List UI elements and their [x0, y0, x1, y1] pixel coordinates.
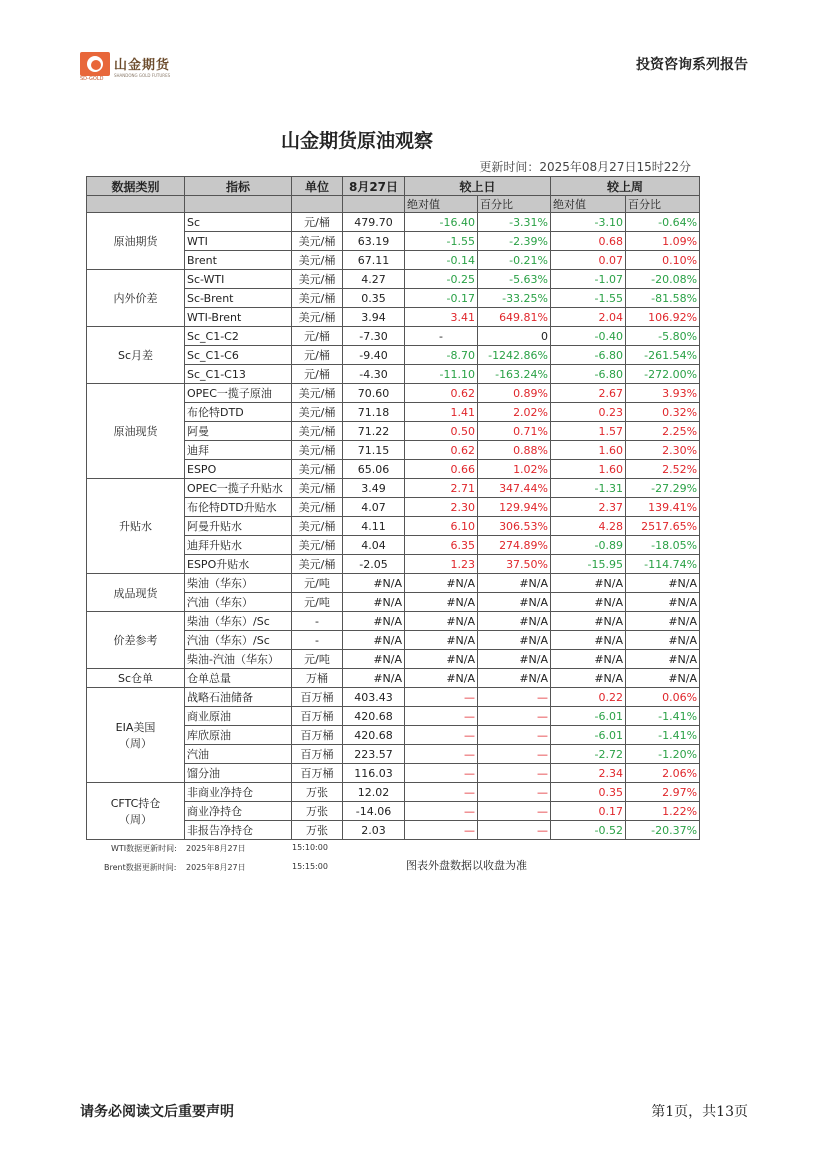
unit-cell: 百万桶 — [292, 764, 343, 783]
brent-update-label: Brent数据更新时间: — [104, 863, 177, 872]
value-cell: 70.60 — [343, 384, 405, 403]
day-pct-cell: — — [478, 821, 551, 840]
day-pct-cell: #N/A — [478, 631, 551, 650]
category-cell: 价差参考 — [87, 612, 185, 669]
unit-cell: 美元/桶 — [292, 498, 343, 517]
value-cell: #N/A — [343, 669, 405, 688]
indicator-cell: 馏分油 — [185, 764, 292, 783]
day-abs-cell: — — [405, 764, 478, 783]
week-pct-cell: -1.41% — [626, 726, 700, 745]
week-pct-cell: 0.10% — [626, 251, 700, 270]
value-cell: 223.57 — [343, 745, 405, 764]
table-row — [87, 688, 700, 707]
unit-cell: 百万桶 — [292, 688, 343, 707]
header-unit: 单位 — [292, 177, 343, 196]
week-abs-cell: #N/A — [551, 631, 626, 650]
value-cell: -7.30 — [343, 327, 405, 346]
week-abs-cell: 2.34 — [551, 764, 626, 783]
week-abs-cell: -1.31 — [551, 479, 626, 498]
week-abs-cell: 1.57 — [551, 422, 626, 441]
week-abs-cell: 2.37 — [551, 498, 626, 517]
category-cell: Sc仓单 — [87, 669, 185, 688]
day-pct-cell: -0.21% — [478, 251, 551, 270]
day-abs-cell: 6.35 — [405, 536, 478, 555]
week-abs-cell: -15.95 — [551, 555, 626, 574]
value-cell: -4.30 — [343, 365, 405, 384]
day-pct-cell: -163.24% — [478, 365, 551, 384]
day-pct-cell: -1242.86% — [478, 346, 551, 365]
indicator-cell: 阿曼升贴水 — [185, 517, 292, 536]
week-pct-cell: 2.52% — [626, 460, 700, 479]
value-cell: 71.15 — [343, 441, 405, 460]
unit-cell: 百万桶 — [292, 707, 343, 726]
day-abs-cell: 1.41 — [405, 403, 478, 422]
logo-english: SHANDONG GOLD FUTURES — [114, 73, 171, 78]
indicator-cell: Sc_C1-C13 — [185, 365, 292, 384]
value-cell: #N/A — [343, 574, 405, 593]
day-abs-cell: -1.55 — [405, 232, 478, 251]
day-pct-cell: 129.94% — [478, 498, 551, 517]
day-pct-cell: — — [478, 802, 551, 821]
table-row — [87, 327, 700, 346]
day-abs-cell: 0.62 — [405, 441, 478, 460]
day-pct-cell: -3.31% — [478, 213, 551, 232]
indicator-cell: Sc_C1-C6 — [185, 346, 292, 365]
day-pct-cell: 0 — [478, 327, 551, 346]
day-pct-cell: 2.02% — [478, 403, 551, 422]
week-abs-cell: 1.60 — [551, 460, 626, 479]
sub-week-abs: 绝对值 — [551, 196, 626, 213]
week-abs-cell: -6.01 — [551, 707, 626, 726]
week-pct-cell: -261.54% — [626, 346, 700, 365]
category-cell: 成品现货 — [87, 574, 185, 612]
value-cell: #N/A — [343, 650, 405, 669]
day-pct-cell: 347.44% — [478, 479, 551, 498]
day-abs-cell: 3.41 — [405, 308, 478, 327]
week-pct-cell: -20.37% — [626, 821, 700, 840]
value-cell: 3.49 — [343, 479, 405, 498]
unit-cell: 元/桶 — [292, 213, 343, 232]
indicator-cell: WTI-Brent — [185, 308, 292, 327]
indicator-cell: 布伦特DTD升贴水 — [185, 498, 292, 517]
unit-cell: 万张 — [292, 821, 343, 840]
week-pct-cell: 3.93% — [626, 384, 700, 403]
week-abs-cell: -0.89 — [551, 536, 626, 555]
sub-day-abs: 绝对值 — [405, 196, 478, 213]
unit-cell: 美元/桶 — [292, 270, 343, 289]
closing-note: 图表外盘数据以收盘为准 — [406, 859, 527, 872]
day-abs-cell: -8.70 — [405, 346, 478, 365]
week-pct-cell: 2.06% — [626, 764, 700, 783]
unit-cell: 元/吨 — [292, 593, 343, 612]
day-pct-cell: #N/A — [478, 612, 551, 631]
value-cell: 420.68 — [343, 726, 405, 745]
wti-update-date: 2025年8月27日 — [186, 844, 246, 853]
week-pct-cell: -272.00% — [626, 365, 700, 384]
day-pct-cell: 0.88% — [478, 441, 551, 460]
sub-week-pct: 百分比 — [626, 196, 700, 213]
week-pct-cell: #N/A — [626, 650, 700, 669]
week-abs-cell: 0.68 — [551, 232, 626, 251]
value-cell: #N/A — [343, 612, 405, 631]
table-row — [87, 479, 700, 498]
week-abs-cell: 1.60 — [551, 441, 626, 460]
unit-cell: 美元/桶 — [292, 403, 343, 422]
indicator-cell: 非商业净持仓 — [185, 783, 292, 802]
indicator-cell: 商业净持仓 — [185, 802, 292, 821]
unit-cell: 美元/桶 — [292, 384, 343, 403]
unit-cell: 美元/桶 — [292, 555, 343, 574]
day-abs-cell: #N/A — [405, 650, 478, 669]
day-abs-cell: 0.50 — [405, 422, 478, 441]
page-number: 第1页，共13页 — [651, 1104, 748, 1120]
value-cell: 67.11 — [343, 251, 405, 270]
week-pct-cell: #N/A — [626, 631, 700, 650]
unit-cell: 美元/桶 — [292, 289, 343, 308]
logo-sub: SD-GOLD — [80, 76, 104, 82]
value-cell: 71.22 — [343, 422, 405, 441]
table-row — [87, 574, 700, 593]
day-pct-cell: — — [478, 783, 551, 802]
week-abs-cell: -2.72 — [551, 745, 626, 764]
unit-cell: 百万桶 — [292, 726, 343, 745]
value-cell: -9.40 — [343, 346, 405, 365]
week-pct-cell: 0.32% — [626, 403, 700, 422]
week-abs-cell: #N/A — [551, 650, 626, 669]
brent-update-date: 2025年8月27日 — [186, 863, 246, 872]
day-pct-cell: -33.25% — [478, 289, 551, 308]
week-abs-cell: #N/A — [551, 669, 626, 688]
week-abs-cell: -0.52 — [551, 821, 626, 840]
company-logo — [80, 52, 170, 80]
value-cell: 0.35 — [343, 289, 405, 308]
indicator-cell: 非报告净持仓 — [185, 821, 292, 840]
week-pct-cell: 1.22% — [626, 802, 700, 821]
indicator-cell: Sc-WTI — [185, 270, 292, 289]
indicator-cell: OPEC一揽子升贴水 — [185, 479, 292, 498]
day-abs-cell: — — [405, 745, 478, 764]
header-category: 数据类别 — [87, 177, 185, 196]
indicator-cell: 柴油-汽油（华东） — [185, 650, 292, 669]
category-cell: 原油期货 — [87, 213, 185, 270]
value-cell: 4.07 — [343, 498, 405, 517]
value-cell: 63.19 — [343, 232, 405, 251]
day-abs-cell: — — [405, 707, 478, 726]
week-pct-cell: 2.97% — [626, 783, 700, 802]
indicator-cell: 仓单总量 — [185, 669, 292, 688]
day-abs-cell: -0.14 — [405, 251, 478, 270]
indicator-cell: WTI — [185, 232, 292, 251]
table-row — [87, 384, 700, 403]
unit-cell: 万桶 — [292, 669, 343, 688]
week-abs-cell: -1.07 — [551, 270, 626, 289]
category-cell: 内外价差 — [87, 270, 185, 327]
day-abs-cell: 6.10 — [405, 517, 478, 536]
week-abs-cell: 0.23 — [551, 403, 626, 422]
header-date: 8月27日 — [343, 177, 405, 196]
value-cell: 4.11 — [343, 517, 405, 536]
day-pct-cell: 306.53% — [478, 517, 551, 536]
indicator-cell: 汽油（华东）/Sc — [185, 631, 292, 650]
unit-cell: 美元/桶 — [292, 251, 343, 270]
unit-cell: 美元/桶 — [292, 422, 343, 441]
unit-cell: 美元/桶 — [292, 536, 343, 555]
week-pct-cell: -81.58% — [626, 289, 700, 308]
header-indicator: 指标 — [185, 177, 292, 196]
value-cell: 12.02 — [343, 783, 405, 802]
day-abs-cell: — — [405, 688, 478, 707]
unit-cell: 元/桶 — [292, 346, 343, 365]
day-abs-cell: — — [405, 726, 478, 745]
value-cell: -2.05 — [343, 555, 405, 574]
day-abs-cell: #N/A — [405, 631, 478, 650]
unit-cell: 美元/桶 — [292, 232, 343, 251]
week-pct-cell: -1.41% — [626, 707, 700, 726]
unit-cell: 美元/桶 — [292, 517, 343, 536]
day-abs-cell: #N/A — [405, 574, 478, 593]
day-pct-cell: #N/A — [478, 574, 551, 593]
crude-oil-table — [86, 176, 700, 840]
indicator-cell: 汽油（华东） — [185, 593, 292, 612]
day-abs-cell: -16.40 — [405, 213, 478, 232]
value-cell: 479.70 — [343, 213, 405, 232]
week-pct-cell: -114.74% — [626, 555, 700, 574]
day-pct-cell: -5.63% — [478, 270, 551, 289]
week-pct-cell: 106.92% — [626, 308, 700, 327]
day-pct-cell: — — [478, 688, 551, 707]
week-pct-cell: #N/A — [626, 669, 700, 688]
week-pct-cell: 2.30% — [626, 441, 700, 460]
indicator-cell: Brent — [185, 251, 292, 270]
wti-update-time: 15:10:00 — [292, 843, 328, 852]
page-title: 山金期货原油观察 — [280, 130, 433, 152]
week-abs-cell: 4.28 — [551, 517, 626, 536]
day-pct-cell: 0.71% — [478, 422, 551, 441]
day-abs-cell: #N/A — [405, 669, 478, 688]
week-pct-cell: 1.09% — [626, 232, 700, 251]
value-cell: 2.03 — [343, 821, 405, 840]
week-pct-cell: -18.05% — [626, 536, 700, 555]
week-pct-cell: #N/A — [626, 574, 700, 593]
indicator-cell: 汽油 — [185, 745, 292, 764]
value-cell: -14.06 — [343, 802, 405, 821]
week-abs-cell: -6.80 — [551, 346, 626, 365]
indicator-cell: 阿曼 — [185, 422, 292, 441]
day-pct-cell: — — [478, 726, 551, 745]
indicator-cell: 柴油（华东） — [185, 574, 292, 593]
logo-name: 山金期货 — [114, 58, 171, 73]
category-cell: Sc月差 — [87, 327, 185, 384]
sub-day-pct: 百分比 — [478, 196, 551, 213]
report-type: 投资咨询系列报告 — [636, 57, 748, 73]
week-pct-cell: -20.08% — [626, 270, 700, 289]
day-pct-cell: -2.39% — [478, 232, 551, 251]
indicator-cell: 库欣原油 — [185, 726, 292, 745]
day-abs-cell: -0.17 — [405, 289, 478, 308]
day-abs-cell: 2.71 — [405, 479, 478, 498]
week-pct-cell: 0.06% — [626, 688, 700, 707]
wti-update-label: WTI数据更新时间: — [111, 844, 177, 853]
header-prev-week: 较上周 — [551, 177, 700, 196]
week-abs-cell: -0.40 — [551, 327, 626, 346]
unit-cell: - — [292, 631, 343, 650]
unit-cell: 美元/桶 — [292, 460, 343, 479]
day-abs-cell: 1.23 — [405, 555, 478, 574]
day-pct-cell: #N/A — [478, 650, 551, 669]
unit-cell: 元/桶 — [292, 365, 343, 384]
unit-cell: - — [292, 612, 343, 631]
update-time: 更新时间：2025年08月27日15时22分 — [479, 160, 691, 174]
week-abs-cell: 2.04 — [551, 308, 626, 327]
week-abs-cell: #N/A — [551, 612, 626, 631]
day-abs-cell: #N/A — [405, 612, 478, 631]
week-pct-cell: -27.29% — [626, 479, 700, 498]
week-pct-cell: 2.25% — [626, 422, 700, 441]
indicator-cell: OPEC一揽子原油 — [185, 384, 292, 403]
indicator-cell: Sc — [185, 213, 292, 232]
week-abs-cell: #N/A — [551, 593, 626, 612]
indicator-cell: 迪拜升贴水 — [185, 536, 292, 555]
indicator-cell: Sc_C1-C2 — [185, 327, 292, 346]
unit-cell: 万张 — [292, 783, 343, 802]
category-cell: CFTC持仓 （周） — [87, 783, 185, 840]
unit-cell: 万张 — [292, 802, 343, 821]
day-abs-cell: 0.62 — [405, 384, 478, 403]
logo-icon — [80, 52, 110, 80]
indicator-cell: ESPO — [185, 460, 292, 479]
table-row — [87, 669, 700, 688]
week-pct-cell: -5.80% — [626, 327, 700, 346]
day-abs-cell: #N/A — [405, 593, 478, 612]
week-pct-cell: #N/A — [626, 612, 700, 631]
day-abs-cell: — — [405, 783, 478, 802]
unit-cell: 元/吨 — [292, 650, 343, 669]
week-pct-cell: #N/A — [626, 593, 700, 612]
indicator-cell: Sc-Brent — [185, 289, 292, 308]
brent-update-time: 15:15:00 — [292, 862, 328, 871]
day-abs-cell: - — [405, 327, 478, 346]
week-abs-cell: -6.80 — [551, 365, 626, 384]
unit-cell: 百万桶 — [292, 745, 343, 764]
week-abs-cell: 0.35 — [551, 783, 626, 802]
day-pct-cell: 37.50% — [478, 555, 551, 574]
indicator-cell: 柴油（华东）/Sc — [185, 612, 292, 631]
category-cell: 原油现货 — [87, 384, 185, 479]
category-cell: EIA美国 （周） — [87, 688, 185, 783]
day-abs-cell: 2.30 — [405, 498, 478, 517]
indicator-cell: ESPO升贴水 — [185, 555, 292, 574]
value-cell: 3.94 — [343, 308, 405, 327]
day-abs-cell: 0.66 — [405, 460, 478, 479]
day-pct-cell: #N/A — [478, 593, 551, 612]
day-abs-cell: -11.10 — [405, 365, 478, 384]
week-abs-cell: 0.07 — [551, 251, 626, 270]
week-pct-cell: 139.41% — [626, 498, 700, 517]
table-row — [87, 213, 700, 232]
value-cell: #N/A — [343, 593, 405, 612]
indicator-cell: 迪拜 — [185, 441, 292, 460]
value-cell: 4.27 — [343, 270, 405, 289]
week-pct-cell: -1.20% — [626, 745, 700, 764]
unit-cell: 美元/桶 — [292, 308, 343, 327]
week-pct-cell: -0.64% — [626, 213, 700, 232]
unit-cell: 元/桶 — [292, 327, 343, 346]
day-abs-cell: — — [405, 802, 478, 821]
day-abs-cell: -0.25 — [405, 270, 478, 289]
table-row — [87, 270, 700, 289]
week-pct-cell: 2517.65% — [626, 517, 700, 536]
day-pct-cell: — — [478, 745, 551, 764]
day-pct-cell: 274.89% — [478, 536, 551, 555]
header-prev-day: 较上日 — [405, 177, 551, 196]
week-abs-cell: -1.55 — [551, 289, 626, 308]
week-abs-cell: 0.22 — [551, 688, 626, 707]
day-pct-cell: — — [478, 707, 551, 726]
category-cell: 升贴水 — [87, 479, 185, 574]
week-abs-cell: -3.10 — [551, 213, 626, 232]
indicator-cell: 战略石油储备 — [185, 688, 292, 707]
day-pct-cell: 1.02% — [478, 460, 551, 479]
value-cell: 4.04 — [343, 536, 405, 555]
value-cell: 403.43 — [343, 688, 405, 707]
value-cell: 420.68 — [343, 707, 405, 726]
value-cell: 71.18 — [343, 403, 405, 422]
disclaimer: 请务必阅读文后重要声明 — [80, 1104, 234, 1120]
day-pct-cell: #N/A — [478, 669, 551, 688]
value-cell: #N/A — [343, 631, 405, 650]
value-cell: 65.06 — [343, 460, 405, 479]
day-pct-cell: 0.89% — [478, 384, 551, 403]
indicator-cell: 商业原油 — [185, 707, 292, 726]
day-pct-cell: — — [478, 764, 551, 783]
indicator-cell: 布伦特DTD — [185, 403, 292, 422]
table-row — [87, 612, 700, 631]
week-abs-cell: 2.67 — [551, 384, 626, 403]
table-row — [87, 783, 700, 802]
week-abs-cell: 0.17 — [551, 802, 626, 821]
day-abs-cell: — — [405, 821, 478, 840]
day-pct-cell: 649.81% — [478, 308, 551, 327]
unit-cell: 美元/桶 — [292, 441, 343, 460]
week-abs-cell: #N/A — [551, 574, 626, 593]
value-cell: 116.03 — [343, 764, 405, 783]
unit-cell: 元/吨 — [292, 574, 343, 593]
week-abs-cell: -6.01 — [551, 726, 626, 745]
unit-cell: 美元/桶 — [292, 479, 343, 498]
